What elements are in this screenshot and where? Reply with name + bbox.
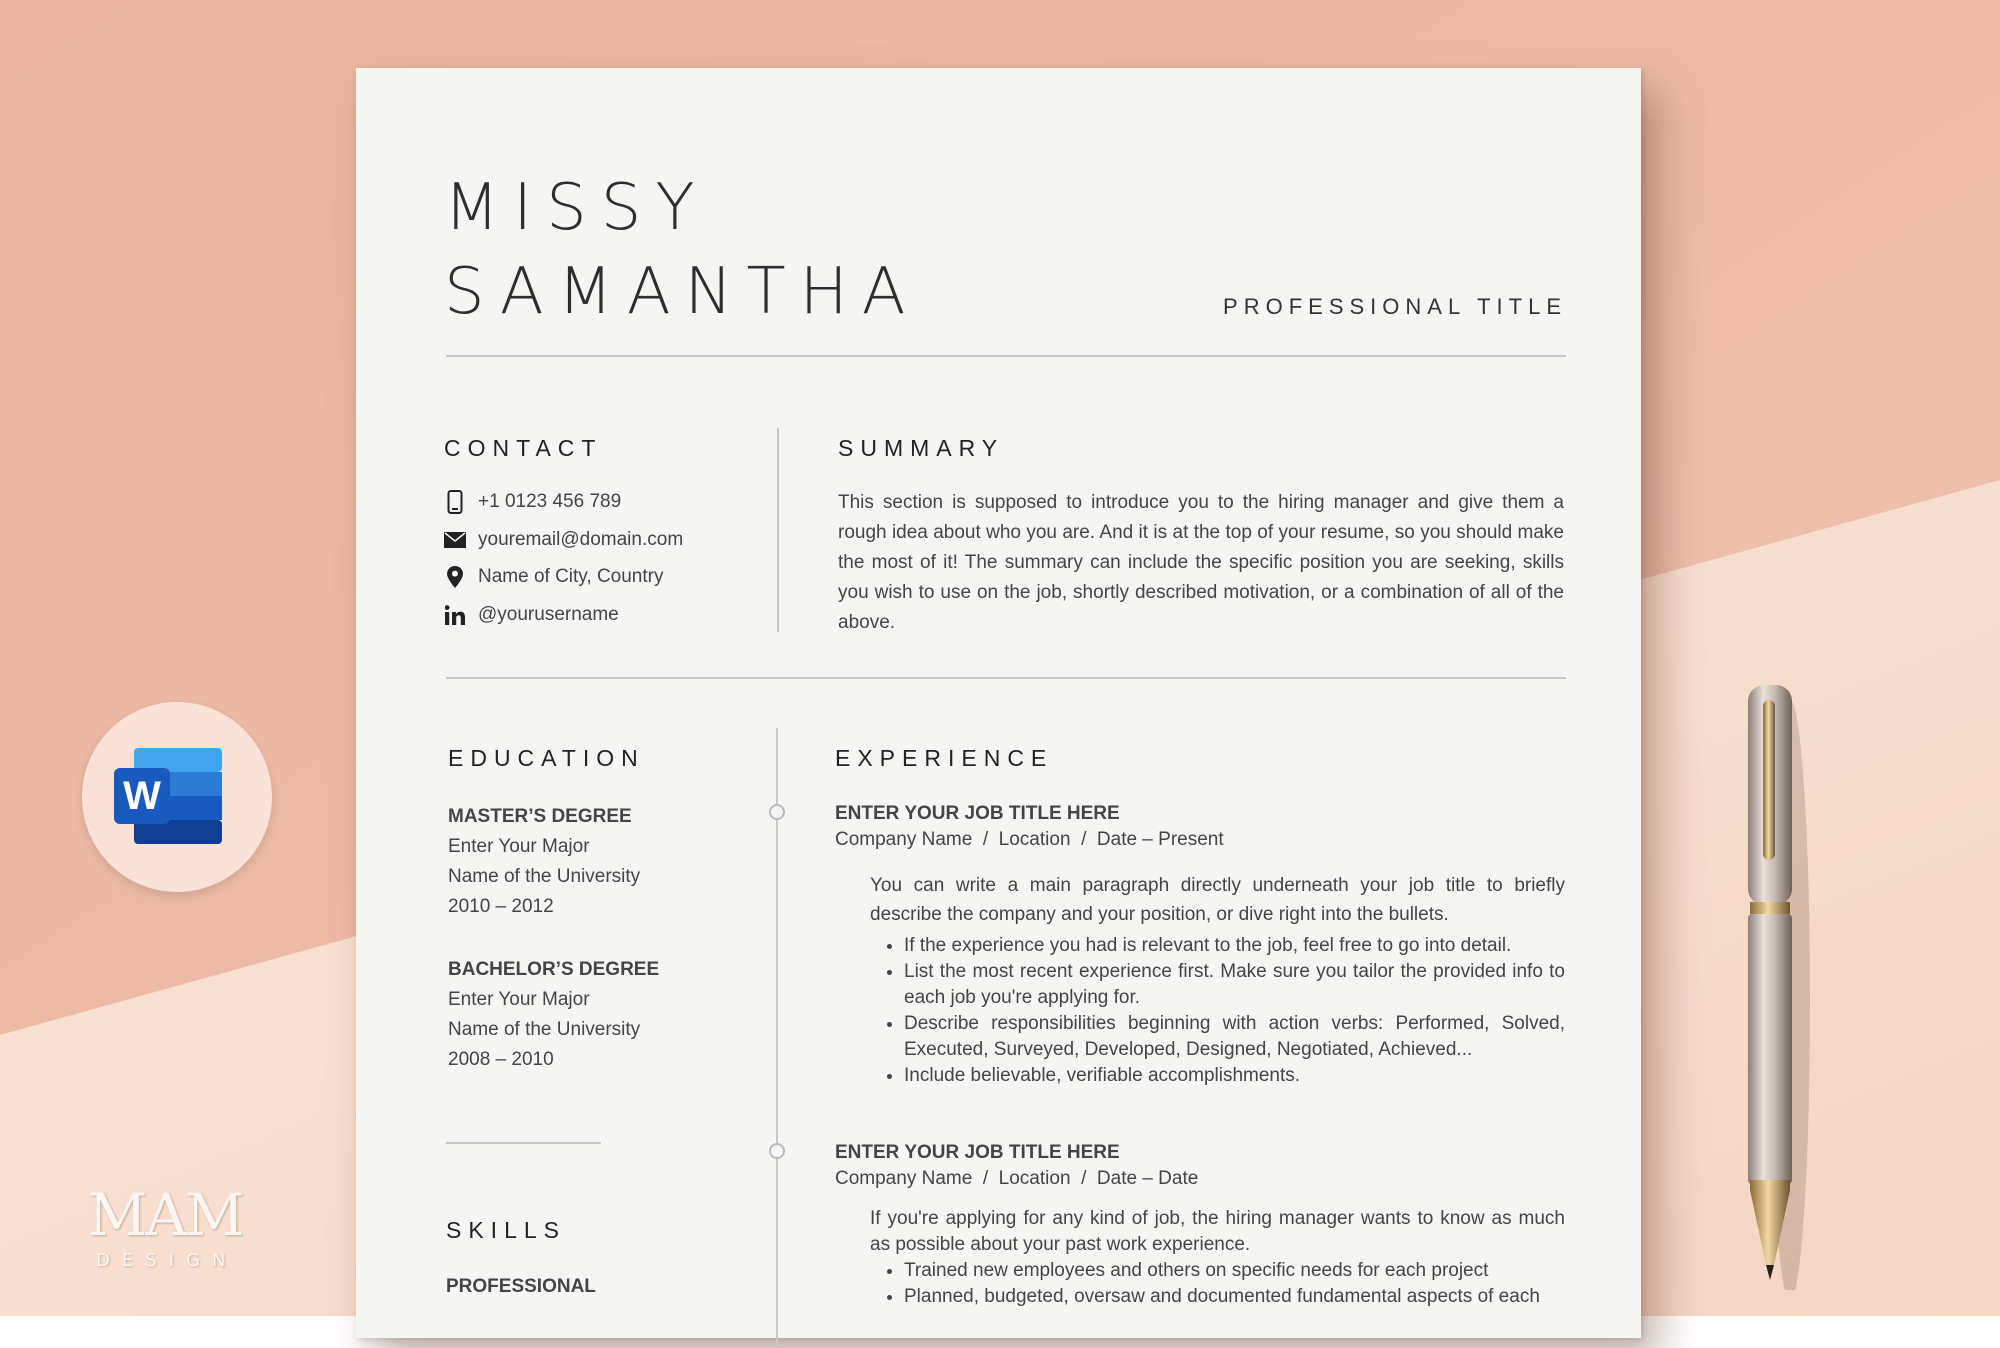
- experience-heading: EXPERIENCE: [835, 745, 1054, 771]
- contact-phone-text: +1 0123 456 789: [478, 491, 622, 512]
- job-meta: Company Name / Location / Date – Present: [835, 829, 1224, 850]
- contact-phone: [444, 489, 621, 515]
- job-bullets: [870, 1258, 1565, 1310]
- job-title: ENTER YOUR JOB TITLE HERE: [835, 803, 1120, 824]
- contact-email-text: youremail@domain.com: [478, 529, 684, 550]
- contact-linkedin-text: @yourusername: [478, 604, 619, 625]
- pen-image: [1730, 680, 1820, 1290]
- phone-icon: [444, 490, 466, 514]
- education-degree: BACHELOR’S DEGREE: [448, 959, 660, 980]
- job-bullet: • Planned, budgeted, oversaw and documented fundamental aspects of each: [904, 1284, 1565, 1310]
- education-years: 2008 – 2010: [448, 1049, 554, 1070]
- job-meta: Company Name / Location / Date – Date: [835, 1168, 1199, 1189]
- education-major: Enter Your Major: [448, 836, 590, 857]
- contact-location-text: Name of City, Country: [478, 566, 664, 587]
- header-divider: [446, 355, 1566, 357]
- contact-heading: CONTACT: [444, 435, 603, 461]
- summary-heading: SUMMARY: [838, 435, 1005, 461]
- brand-name: MAM: [88, 1181, 243, 1249]
- education-heading: EDUCATION: [448, 745, 645, 771]
- timeline-dot: [769, 1143, 785, 1159]
- education-years: 2010 – 2012: [448, 896, 554, 917]
- job-bullets: [870, 933, 1565, 1089]
- job-bullet: • List the most recent experience first. Make sure you tailor the provided info to each job you're applying for.: [904, 959, 1565, 1011]
- word-badge: [82, 702, 272, 892]
- timeline-line: [776, 728, 778, 1348]
- job-bullet: • Include believable, verifiable accomplishments.: [904, 1063, 1565, 1089]
- education-major: Enter Your Major: [448, 989, 590, 1010]
- contact-linkedin: [444, 602, 619, 628]
- job-title: ENTER YOUR JOB TITLE HERE: [835, 1142, 1120, 1163]
- word-badge-letter: W: [123, 774, 161, 818]
- job-bullet: • Describe responsibilities beginning with action verbs: Performed, Solved, Executed, Surveyed, Developed, Designed, Negotiated, Achieved...: [904, 1011, 1565, 1063]
- contact-email: [444, 527, 683, 553]
- contact-summary-divider: [777, 428, 779, 632]
- job-paragraph: You can write a main paragraph directly underneath your job title to briefly describe the company and your position, or dive right into the bullets.: [870, 875, 1565, 925]
- location-pin-icon: [444, 565, 466, 589]
- first-name: MISSY: [444, 171, 709, 245]
- education-school: Name of the University: [448, 866, 641, 887]
- professional-title: PROFESSIONAL TITLE: [1223, 294, 1567, 319]
- skills-heading: SKILLS: [446, 1217, 566, 1243]
- education-degree: MASTER’S DEGREE: [448, 806, 632, 827]
- job-bullet: • If the experience you had is relevant to the job, feel free to go into detail.: [904, 933, 1565, 959]
- section-divider: [446, 677, 1566, 679]
- contact-location: [444, 564, 663, 590]
- education-school: Name of the University: [448, 1019, 641, 1040]
- education-skills-divider: [446, 1142, 601, 1144]
- microsoft-word-icon: [82, 702, 272, 892]
- envelope-icon: [444, 528, 466, 552]
- last-name: SAMANTHA: [444, 255, 920, 329]
- brand-sub: DESIGN: [96, 1250, 238, 1271]
- skills-professional-label: PROFESSIONAL: [446, 1276, 596, 1297]
- summary-text: This section is supposed to introduce you to the hiring manager and give them a rough idea about who you are. And it is at the top of your resume, so you should make the most of it! The summary can include the specific position you are seeking, skills you wish to use on the job, shortly described motivation, or a combination of all of the above.: [838, 492, 1564, 633]
- timeline-dot: [769, 804, 785, 820]
- linkedin-icon: [444, 603, 466, 627]
- resume-page: [356, 68, 1641, 1338]
- job-paragraph: If you're applying for any kind of job, the hiring manager wants to know as much as possible about your past work experience.: [870, 1208, 1565, 1255]
- job-bullet: • Trained new employees and others on specific needs for each project: [904, 1258, 1565, 1284]
